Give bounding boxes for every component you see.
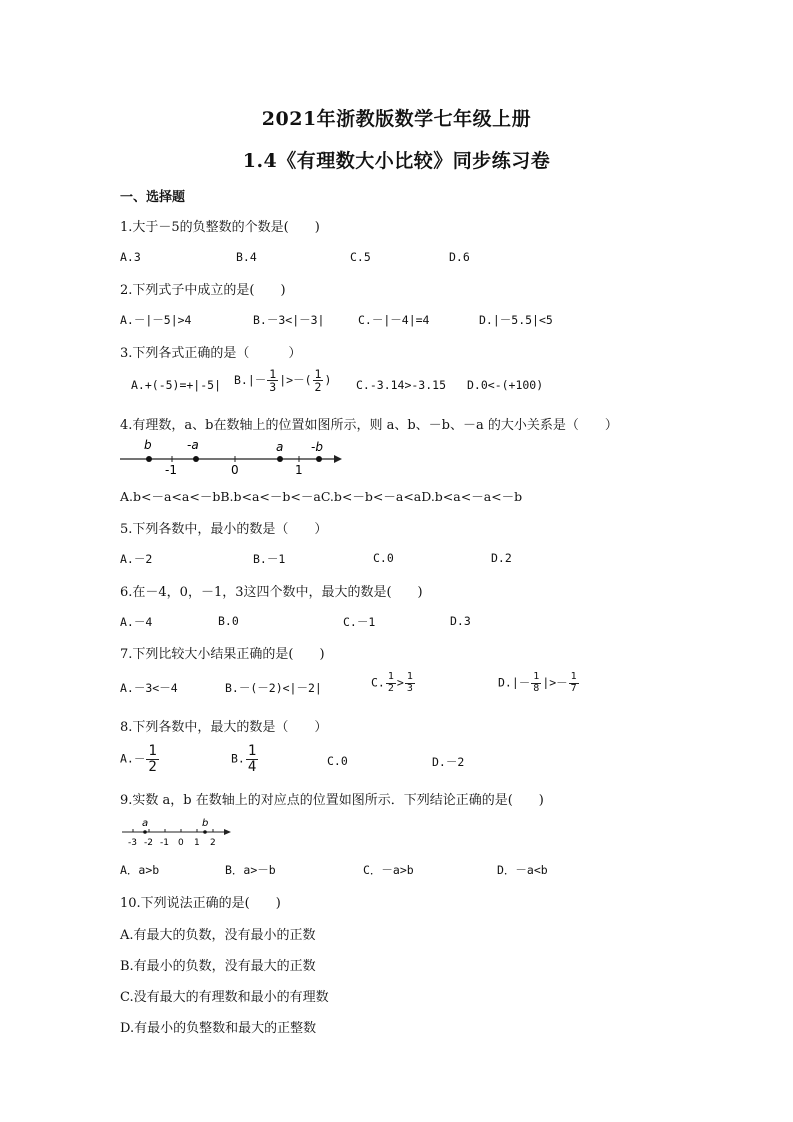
question-7: 7.下列比较大小结果正确的是( ) bbox=[120, 647, 325, 662]
question-5: 5.下列各数中，最小的数是（ ） bbox=[120, 522, 328, 537]
q1-option-c: C.5 bbox=[350, 250, 371, 264]
frac-denominator: 8 bbox=[533, 682, 540, 694]
q8-option-b bbox=[231, 744, 259, 774]
tick-label-1: 1 bbox=[194, 838, 200, 848]
frac-denominator: 3 bbox=[269, 380, 277, 395]
q3-option-d: D.0<-(+100) bbox=[467, 378, 544, 392]
q2-option-b: B.－3<|－3| bbox=[253, 313, 325, 327]
frac-denominator: 2 bbox=[314, 380, 322, 395]
fraction-one-eighth bbox=[531, 672, 541, 694]
q7-c-greater: > bbox=[396, 675, 404, 690]
axis-arrow bbox=[224, 829, 231, 835]
question-4: 4.有理数，a、b在数轴上的位置如图所示，则 a、b、－b、－a 的大小关系是（ ） bbox=[120, 418, 618, 433]
frac-numerator: 1 bbox=[269, 367, 277, 381]
q3-option-c: C.-3.14>-3.15 bbox=[356, 378, 447, 392]
q2-option-a: A.－|－5|>4 bbox=[120, 313, 192, 327]
q6-option-b: B.0 bbox=[218, 614, 239, 628]
q3-b-middle: |>－( bbox=[279, 373, 312, 388]
question-3: 3.下列各式正确的是（ ） bbox=[120, 346, 302, 361]
q6-option-c: C.－1 bbox=[343, 615, 376, 629]
q8-b-prefix: B. bbox=[231, 751, 245, 766]
q8-option-c: C.0 bbox=[327, 754, 348, 768]
tick-label-m3: -3 bbox=[128, 838, 137, 848]
q10-option-a: A.有最大的负数，没有最小的正数 bbox=[120, 928, 316, 943]
q10-option-d: D.有最小的负整数和最大的正整数 bbox=[120, 1021, 317, 1036]
q1-option-b: B.4 bbox=[236, 250, 257, 264]
q10-option-c: C.没有最大的有理数和最小的有理数 bbox=[120, 990, 329, 1005]
label-neg-b: -b bbox=[311, 440, 323, 454]
q9-option-b: B．a>－b bbox=[225, 863, 276, 877]
frac-numerator: 1 bbox=[406, 671, 413, 682]
q2-option-d: D.|－5.5|<5 bbox=[479, 313, 553, 327]
point-b bbox=[146, 456, 152, 462]
question-9: 9.实数 a，b 在数轴上的对应点的位置如图所示．下列结论正确的是( ) bbox=[120, 793, 544, 808]
label-b: b bbox=[144, 438, 152, 452]
frac-denominator: 4 bbox=[247, 758, 257, 775]
question-10: 10.下列说法正确的是( ) bbox=[120, 896, 281, 911]
tick-label-2: 2 bbox=[210, 838, 216, 848]
question-2: 2.下列式子中成立的是( ) bbox=[120, 283, 286, 298]
frac-denominator: 3 bbox=[406, 682, 413, 694]
q3-option-a: A.+(-5)=+|-5| bbox=[131, 378, 222, 392]
fraction-one-seventh bbox=[569, 672, 579, 694]
q1-option-d: D.6 bbox=[449, 250, 470, 264]
frac-denominator: 7 bbox=[570, 682, 577, 694]
q9-option-d: D．－a<b bbox=[497, 863, 548, 877]
question-6: 6.在－4，0，－1，3这四个数中，最大的数是( ) bbox=[120, 585, 423, 600]
q6-option-d: D.3 bbox=[450, 614, 471, 628]
fraction-one-third bbox=[405, 672, 415, 694]
frac-numerator: 1 bbox=[148, 743, 157, 759]
q6-option-a: A.－4 bbox=[120, 615, 153, 629]
q7-option-b: B.－(－2)<|－2| bbox=[225, 681, 322, 695]
point-a bbox=[277, 456, 283, 462]
fraction-one-half bbox=[386, 672, 396, 694]
document-title: 2021年浙教版数学七年级上册 bbox=[261, 108, 532, 130]
fraction-one-quarter bbox=[246, 744, 258, 774]
section-heading: 一、选择题 bbox=[120, 190, 186, 205]
axis-arrow bbox=[334, 455, 342, 463]
frac-denominator: 2 bbox=[148, 758, 157, 775]
fraction-one-half bbox=[313, 368, 324, 393]
q7-option-a: A.－3<－4 bbox=[120, 681, 178, 695]
q8-option-d: D.－2 bbox=[432, 755, 465, 769]
q10-option-b: B.有最小的负数，没有最大的正数 bbox=[120, 959, 316, 974]
tick-label-m1: -1 bbox=[165, 463, 177, 476]
tick-label-m2: -2 bbox=[144, 838, 153, 848]
frac-denominator: 2 bbox=[387, 682, 394, 694]
q7-option-d bbox=[498, 672, 580, 694]
point-b bbox=[203, 830, 207, 834]
point-a bbox=[143, 830, 147, 834]
q7-c-prefix: C. bbox=[371, 675, 385, 690]
fraction-one-third bbox=[267, 368, 278, 393]
q3-b-prefix: B.|－ bbox=[234, 373, 267, 388]
q9-option-a: A．a>b bbox=[120, 863, 160, 877]
question-1: 1.大于－5的负整数的个数是( ) bbox=[120, 220, 320, 235]
frac-numerator: 1 bbox=[570, 671, 577, 682]
q5-option-d: D.2 bbox=[491, 551, 512, 565]
q5-option-c: C.0 bbox=[373, 551, 394, 565]
label-a: a bbox=[276, 440, 284, 454]
q2-option-c: C.－|－4|=4 bbox=[358, 313, 430, 327]
label-a: a bbox=[142, 818, 149, 829]
tick-label-1: 1 bbox=[295, 463, 303, 476]
label-neg-a: -a bbox=[187, 438, 199, 452]
frac-numerator: 1 bbox=[247, 743, 257, 759]
number-line-q4 bbox=[118, 436, 343, 476]
fraction-one-half bbox=[146, 744, 158, 774]
tick-label-0: 0 bbox=[178, 838, 184, 848]
q4-options: A.b<－a<a<－bB.b<a<－b<－aC.b<－b<－a<aD.b<a<－a<－b bbox=[120, 489, 523, 504]
frac-numerator: 1 bbox=[314, 367, 322, 381]
point-neg-b bbox=[316, 456, 322, 462]
question-8: 8.下列各数中，最大的数是（ ） bbox=[120, 720, 328, 735]
q1-option-a: A.3 bbox=[120, 250, 141, 264]
tick-label-m1: -1 bbox=[160, 838, 169, 848]
q7-d-middle: |>－ bbox=[542, 675, 568, 690]
q8-option-a bbox=[120, 744, 160, 774]
point-neg-a bbox=[193, 456, 199, 462]
q7-option-c bbox=[371, 672, 416, 694]
q5-option-b: B.－1 bbox=[253, 552, 286, 566]
q3-option-b bbox=[234, 368, 331, 393]
frac-numerator: 1 bbox=[387, 671, 394, 682]
q8-a-prefix: A.－ bbox=[120, 751, 146, 766]
frac-numerator: 1 bbox=[533, 671, 540, 682]
q3-b-suffix: ) bbox=[324, 373, 332, 388]
number-line-q9 bbox=[120, 815, 235, 849]
q9-option-c: C．－a>b bbox=[363, 863, 414, 877]
document-subtitle: 1.4《有理数大小比较》同步练习卷 bbox=[242, 150, 551, 172]
q5-option-a: A.－2 bbox=[120, 552, 153, 566]
q7-d-prefix: D.|－ bbox=[498, 675, 531, 690]
label-b: b bbox=[202, 818, 209, 829]
tick-label-0: 0 bbox=[231, 463, 239, 476]
